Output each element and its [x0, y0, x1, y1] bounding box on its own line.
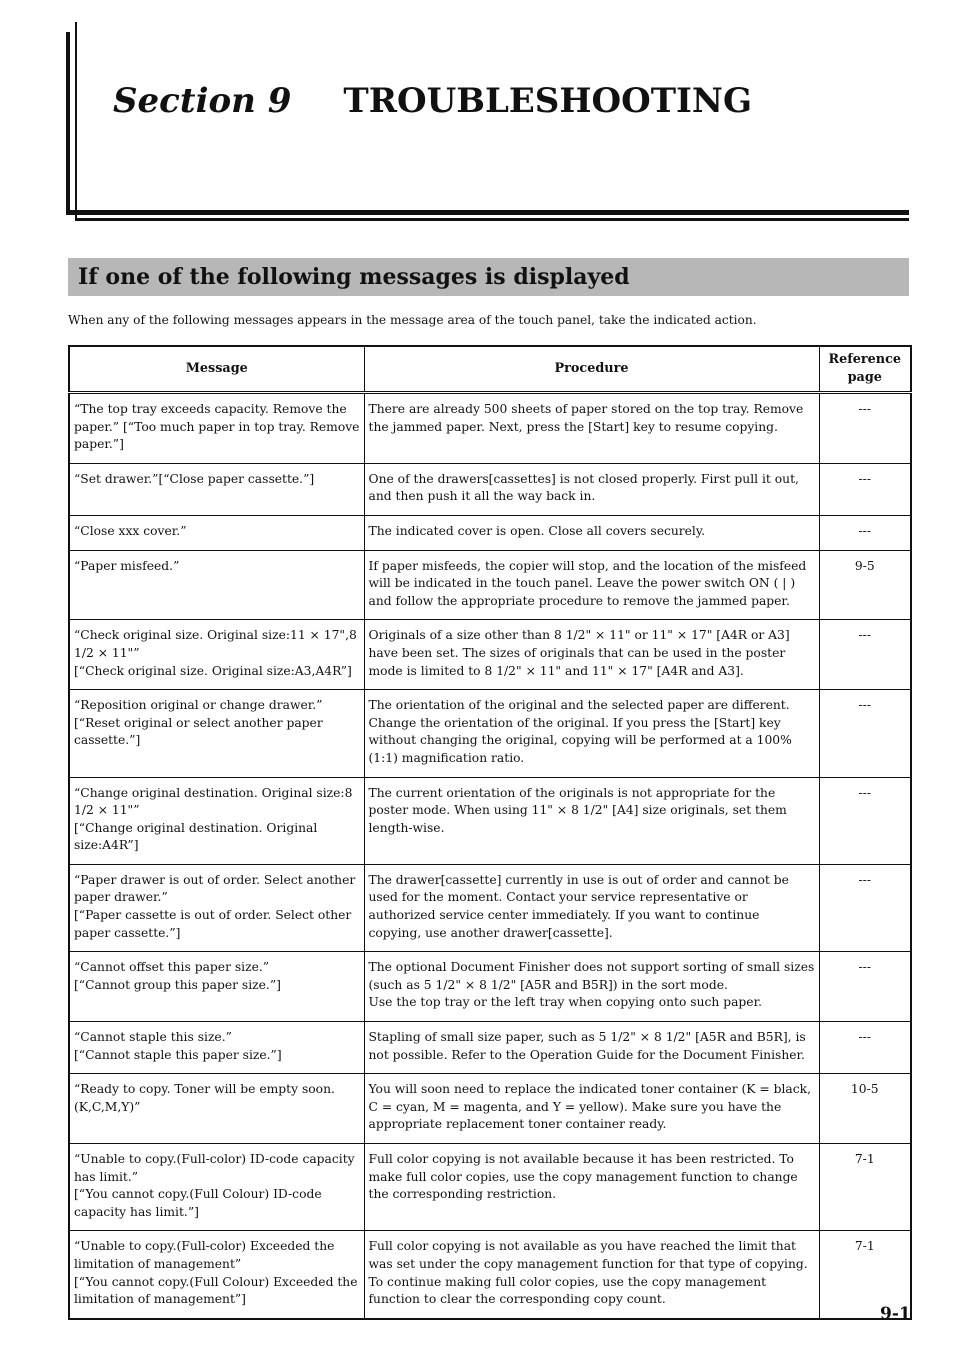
reference-cell: ---: [819, 864, 911, 951]
subsection-title: If one of the following messages is displayed: [78, 264, 630, 290]
procedure-cell: Full color copying is not available as you have reached the limit that was set under the copy management function for that type of copying. To continue making full color copies, use the copy management function to clear the corresponding copy count.: [364, 1231, 819, 1319]
procedure-cell: One of the drawers[cassettes] is not closed properly. First pull it out, and then push it all the way back in.: [364, 463, 819, 515]
table-row: [69, 952, 911, 1022]
reference-cell: ---: [819, 690, 911, 777]
section-title: [113, 78, 752, 124]
reference-cell: 9-5: [819, 550, 911, 620]
message-cell: “Set drawer.”[“Close paper cassette.”]: [69, 463, 364, 515]
procedure-cell: There are already 500 sheets of paper stored on the top tray. Remove the jammed paper. Next, press the [Start] key to resume copying.: [364, 393, 819, 464]
procedure-cell: Full color copying is not available because it has been restricted. To make full color copies, use the copy management function to change the corresponding restriction.: [364, 1144, 819, 1231]
reference-cell: ---: [819, 952, 911, 1022]
corner-rule-vertical-inner: [75, 22, 77, 218]
reference-cell: ---: [819, 463, 911, 515]
page-number: 9-1: [880, 1304, 911, 1324]
procedure-cell: Stapling of small size paper, such as 5 1/2" × 8 1/2" [A5R and B5R], is not possible. Refer to the Operation Guide for the Document Finisher.: [364, 1022, 819, 1074]
message-cell: “Unable to copy.(Full-color) ID-code capacity has limit.” [“You cannot copy.(Full Colour) ID-code capacity has limit.”]: [69, 1144, 364, 1231]
reference-cell: ---: [819, 393, 911, 464]
header-rule: [66, 210, 909, 215]
procedure-cell: Originals of a size other than 8 1/2" × 11" or 11" × 17" [A4R or A3] have been set. The sizes of originals that can be used in the poster mode is limited to 8 1/2" × 11" and 11" × 17" [A4R and A3].: [364, 620, 819, 690]
message-cell: “Close xxx cover.”: [69, 515, 364, 550]
message-cell: “The top tray exceeds capacity. Remove the paper.” [“Too much paper in top tray. Remove paper.”]: [69, 393, 364, 464]
reference-cell: 7-1: [819, 1231, 911, 1319]
table-row: [69, 1231, 911, 1319]
column-header-message: Message: [69, 346, 364, 393]
message-cell: “Cannot staple this size.” [“Cannot staple this paper size.”]: [69, 1022, 364, 1074]
table-header-row: [69, 346, 911, 393]
table-row: [69, 1022, 911, 1074]
section-number: Section 9: [113, 81, 292, 121]
procedure-cell: The indicated cover is open. Close all covers securely.: [364, 515, 819, 550]
message-cell: “Paper misfeed.”: [69, 550, 364, 620]
procedure-cell: The drawer[cassette] currently in use is out of order and cannot be used for the moment. Contact your service representative or authorized service center immediately. If you want to continue copying, use another drawer[cassette].: [364, 864, 819, 951]
reference-cell: 10-5: [819, 1074, 911, 1144]
procedure-cell: You will soon need to replace the indicated toner container (K = black, C = cyan, M = magenta, and Y = yellow). Make sure you have the appropriate replacement toner container ready.: [364, 1074, 819, 1144]
column-header-procedure: Procedure: [364, 346, 819, 393]
table-row: [69, 620, 911, 690]
header-rule-thin: [75, 218, 909, 221]
corner-rule-vertical: [66, 32, 70, 215]
reference-cell: ---: [819, 515, 911, 550]
table-row: [69, 690, 911, 777]
message-cell: “Paper drawer is out of order. Select another paper drawer.” [“Paper cassette is out of order. Select other paper cassette.”]: [69, 864, 364, 951]
procedure-cell: The optional Document Finisher does not support sorting of small sizes (such as 5 1/2" × 8 1/2" [A5R and B5R]) in the sort mode. Use the top tray or the left tray when copying onto such paper.: [364, 952, 819, 1022]
section-name: TROUBLESHOOTING: [343, 81, 753, 121]
message-cell: “Unable to copy.(Full-color) Exceeded the limitation of management” [“You cannot copy.(Full Colour) Exceeded the limitation of management”]: [69, 1231, 364, 1319]
table-row: [69, 393, 911, 464]
subsection-banner: [68, 258, 909, 296]
column-header-reference: Reference page: [819, 346, 911, 393]
table-row: [69, 463, 911, 515]
intro-paragraph: When any of the following messages appears in the message area of the touch panel, take the indicated action.: [68, 313, 757, 327]
table-row: [69, 1074, 911, 1144]
messages-table: [68, 345, 912, 1320]
table-row: [69, 515, 911, 550]
procedure-cell: The current orientation of the originals is not appropriate for the poster mode. When using 11" × 8 1/2" [A4] size originals, set them length-wise.: [364, 777, 819, 864]
message-cell: “Check original size. Original size:11 × 17",8 1/2 × 11"” [“Check original size. Original size:A3,A4R”]: [69, 620, 364, 690]
table-row: [69, 777, 911, 864]
message-cell: “Change original destination. Original size:8 1/2 × 11"” [“Change original destination. Original size:A4R”]: [69, 777, 364, 864]
reference-cell: ---: [819, 1022, 911, 1074]
reference-cell: 7-1: [819, 1144, 911, 1231]
reference-cell: ---: [819, 620, 911, 690]
procedure-cell: The orientation of the original and the selected paper are different. Change the orientation of the original. If you press the [Start] key without changing the original, copying will be performed at a 100% (1:1) magnification ratio.: [364, 690, 819, 777]
procedure-cell: If paper misfeeds, the copier will stop, and the location of the misfeed will be indicated in the touch panel. Leave the power switch ON ( | ) and follow the appropriate procedure to remove the jammed paper.: [364, 550, 819, 620]
message-cell: “Reposition original or change drawer.” [“Reset original or select another paper cassette.”]: [69, 690, 364, 777]
table-row: [69, 550, 911, 620]
reference-cell: ---: [819, 777, 911, 864]
table-row: [69, 864, 911, 951]
table-row: [69, 1144, 911, 1231]
message-cell: “Cannot offset this paper size.” [“Cannot group this paper size.”]: [69, 952, 364, 1022]
message-cell: “Ready to copy. Toner will be empty soon.(K,C,M,Y)”: [69, 1074, 364, 1144]
table-body: [69, 393, 911, 1319]
